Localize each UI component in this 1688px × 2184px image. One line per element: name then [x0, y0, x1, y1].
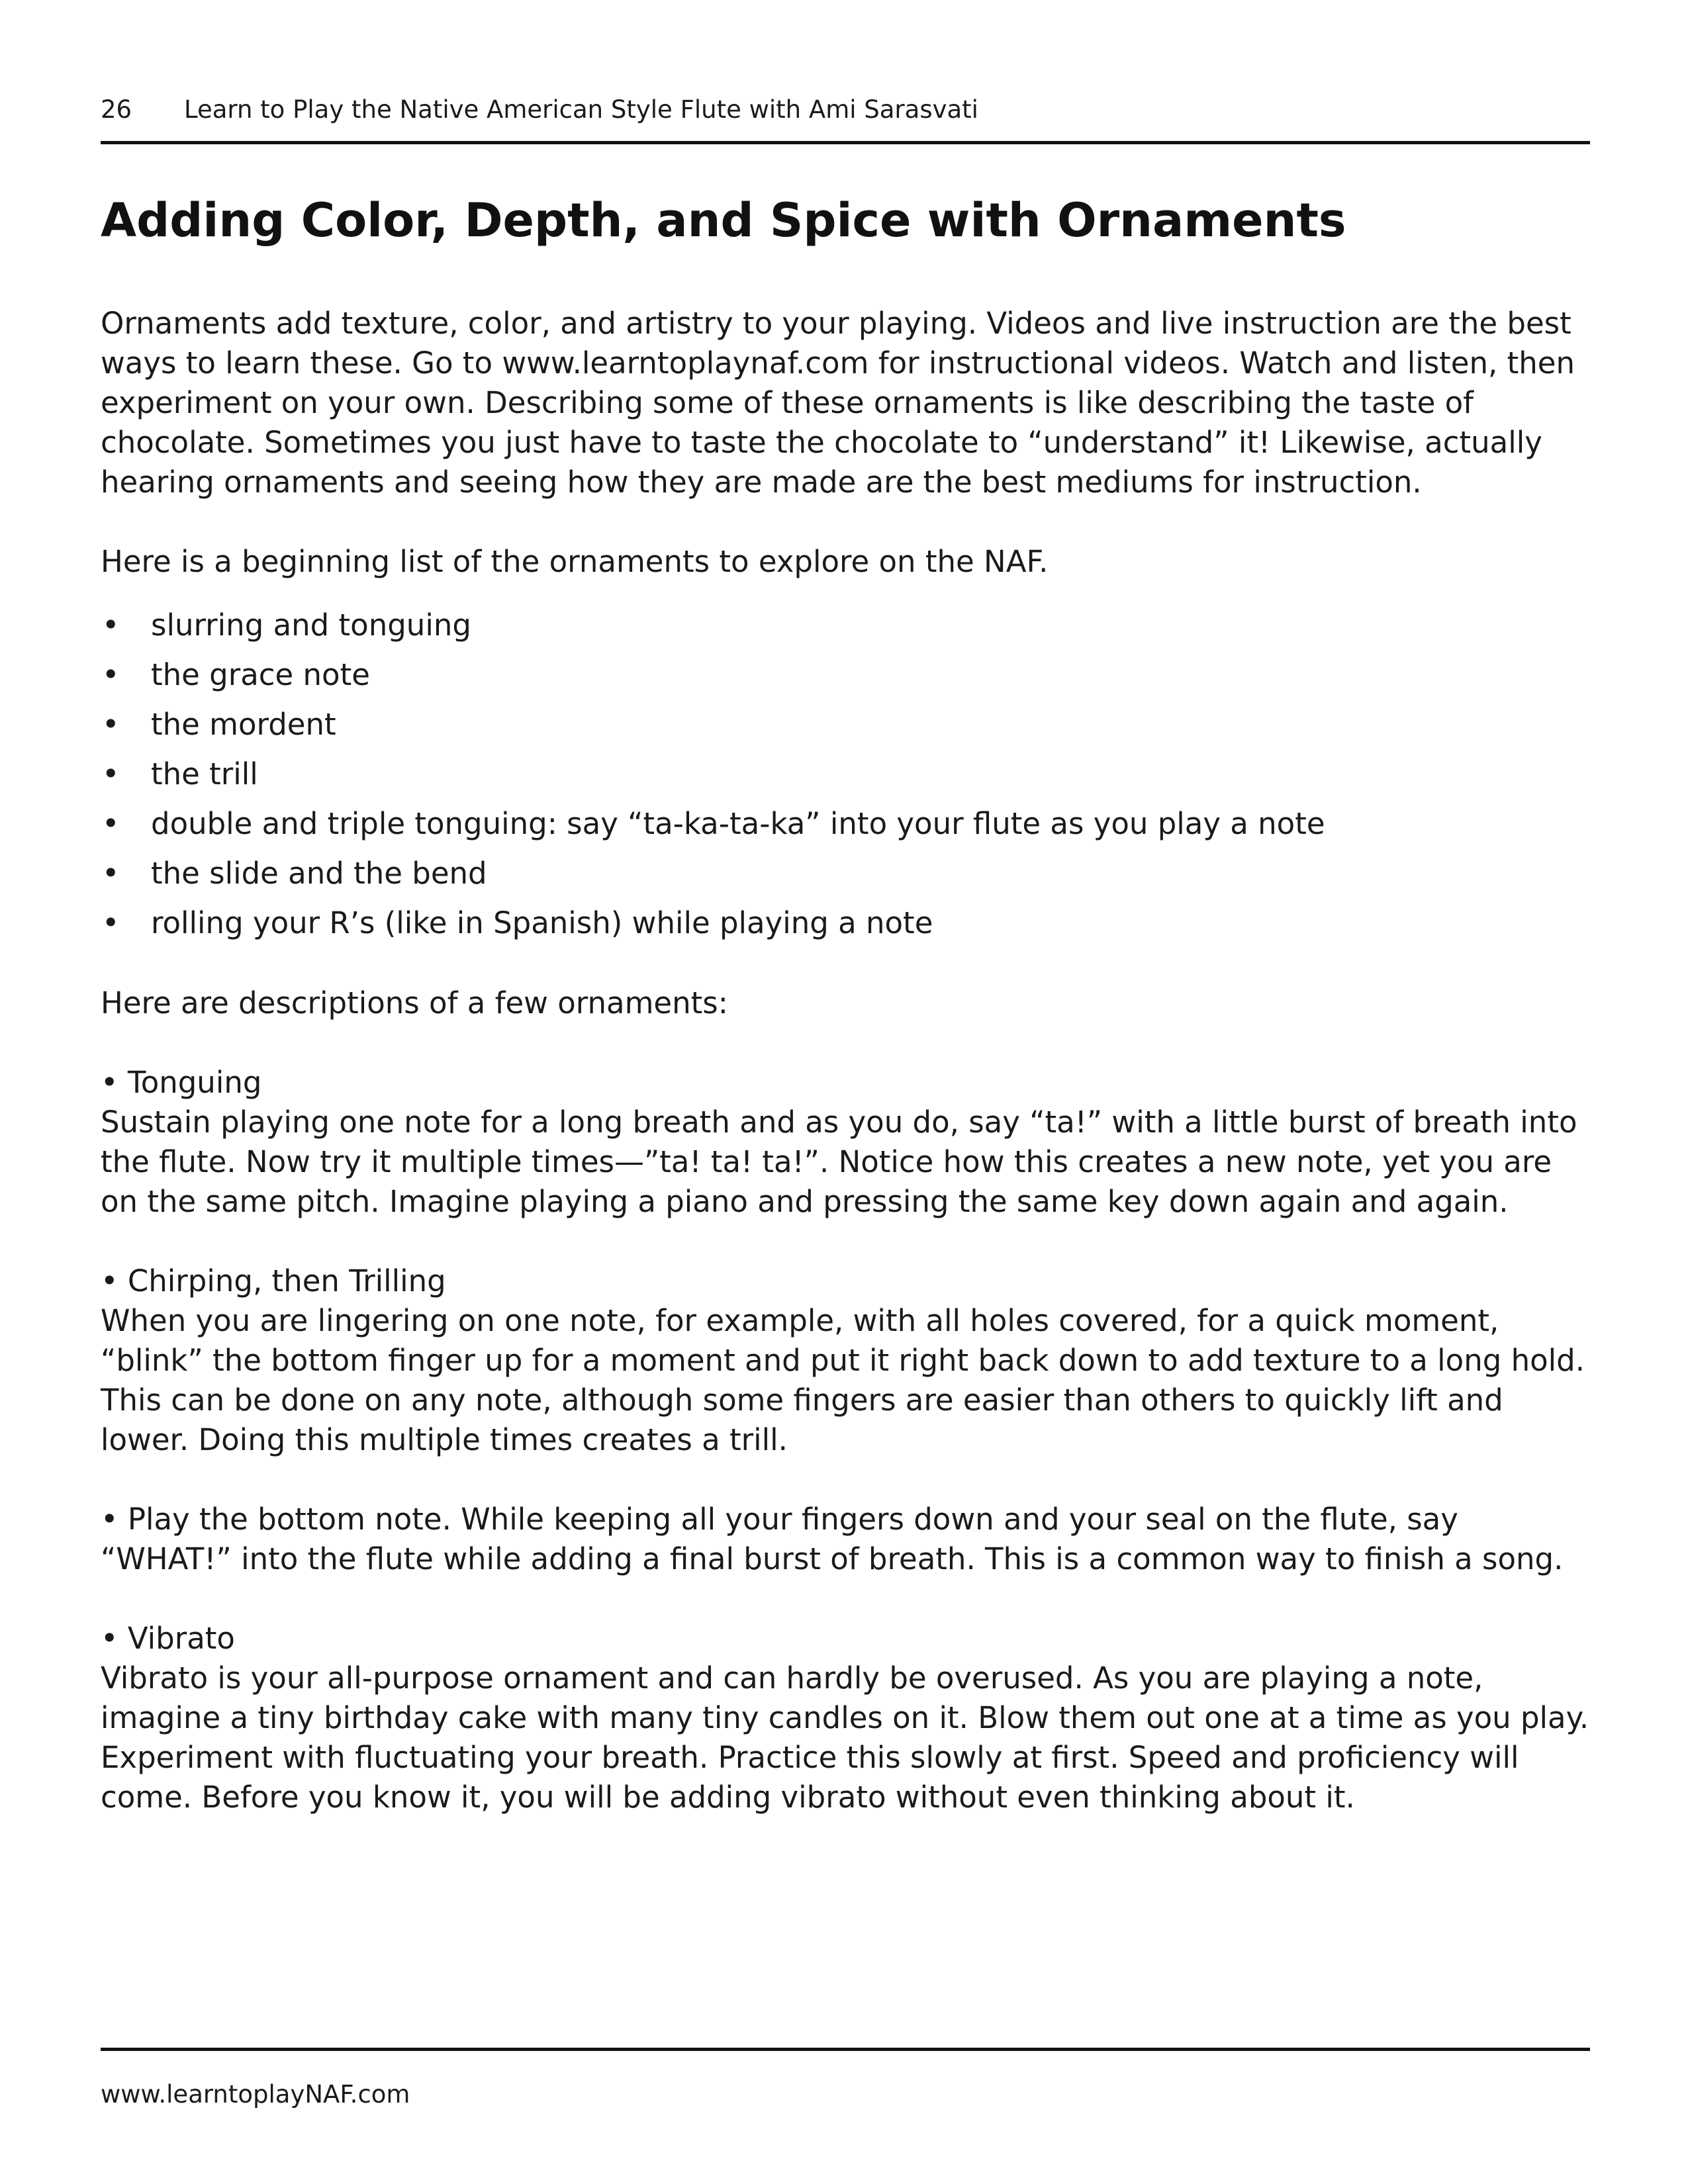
descriptions-lead: Here are descriptions of a few ornaments: [101, 985, 728, 1021]
bullet-icon: • [102, 806, 120, 841]
section-vibrato [101, 1619, 1590, 1817]
bullet-icon: • [102, 608, 120, 643]
bullet-icon: • [102, 856, 120, 891]
list-item: • the grace note [101, 650, 1590, 700]
section-tonguing [101, 1063, 1590, 1222]
footer-url: www.learntoplayNAF.com [101, 2080, 410, 2109]
section-bottom-note [101, 1500, 1590, 1579]
page-content [101, 189, 1590, 1857]
section-heading: • Vibrato [101, 1621, 235, 1656]
section-body: • Play the bottom note. While keeping all your fingers down and your seal on the flute, say “WHAT!” into the flute while adding a final burst of breath. This is a common way to finish a song. [101, 1502, 1564, 1576]
list-lead: Here is a beginning list of the ornaments to explore on the NAF. [101, 544, 1049, 579]
page-title: Adding Color, Depth, and Spice with Ornaments [101, 193, 1346, 248]
section-heading: • Chirping, then Trilling [101, 1263, 446, 1298]
running-title: Learn to Play the Native American Style Flute with Ami Sarasvati [184, 95, 978, 124]
section-heading: • Tonguing [101, 1065, 262, 1100]
section-body: Vibrato is your all-purpose ornament and can hardly be overused. As you are playing a note, imagine a tiny birthday cake with many tiny candles on it. Blow them out one at a time as you play. Experiment with fluctuating your breath. Practice this slowly at first. Speed and proficiency will come. Before you know it, you will be adding vibrato without even thinking about it. [101, 1661, 1589, 1815]
bullet-icon: • [102, 707, 120, 742]
list-item: • the trill [101, 749, 1590, 799]
page-header [101, 94, 1590, 144]
list-item: • double and triple tonguing: say “ta-ka-ta-ka” into your flute as you play a note [101, 799, 1590, 848]
page-footer [101, 2048, 1590, 2109]
list-item: • the mordent [101, 700, 1590, 749]
ornament-list [101, 600, 1590, 948]
page-number: 26 [101, 95, 132, 124]
list-item: • slurring and tonguing [101, 600, 1590, 650]
section-body: When you are lingering on one note, for example, with all holes covered, for a quick moment, “blink” the bottom finger up for a moment and put it right back down to add texture to a long hold. This can be done on any note, although some fingers are easier than others to quickly lift and lower. Doing this multiple times creates a trill. [101, 1303, 1585, 1457]
list-item: • the slide and the bend [101, 848, 1590, 898]
bullet-icon: • [102, 657, 120, 692]
section-chirping [101, 1261, 1590, 1460]
bullet-icon: • [102, 905, 120, 940]
bullet-icon: • [102, 756, 120, 792]
intro-paragraph: Ornaments add texture, color, and artistry to your playing. Videos and live instruction are the best ways to learn these. Go to www.learntoplaynaf.com for instructional videos. Watch and listen, then experiment on your own. Describing some of these ornaments is like describing the taste of chocolate. Sometimes you just have to taste the chocolate to “understand” it! Likewise, actually hearing ornaments and seeing how they are made are the best mediums for instruction. [101, 306, 1575, 500]
list-item: • rolling your R’s (like in Spanish) while playing a note [101, 898, 1590, 948]
section-body: Sustain playing one note for a long breath and as you do, say “ta!” with a little burst of breath into the flute. Now try it multiple times—”ta! ta! ta!”. Notice how this creates a new note, yet you are on the same pitch. Imagine playing a piano and pressing the same key down again and again. [101, 1105, 1577, 1219]
